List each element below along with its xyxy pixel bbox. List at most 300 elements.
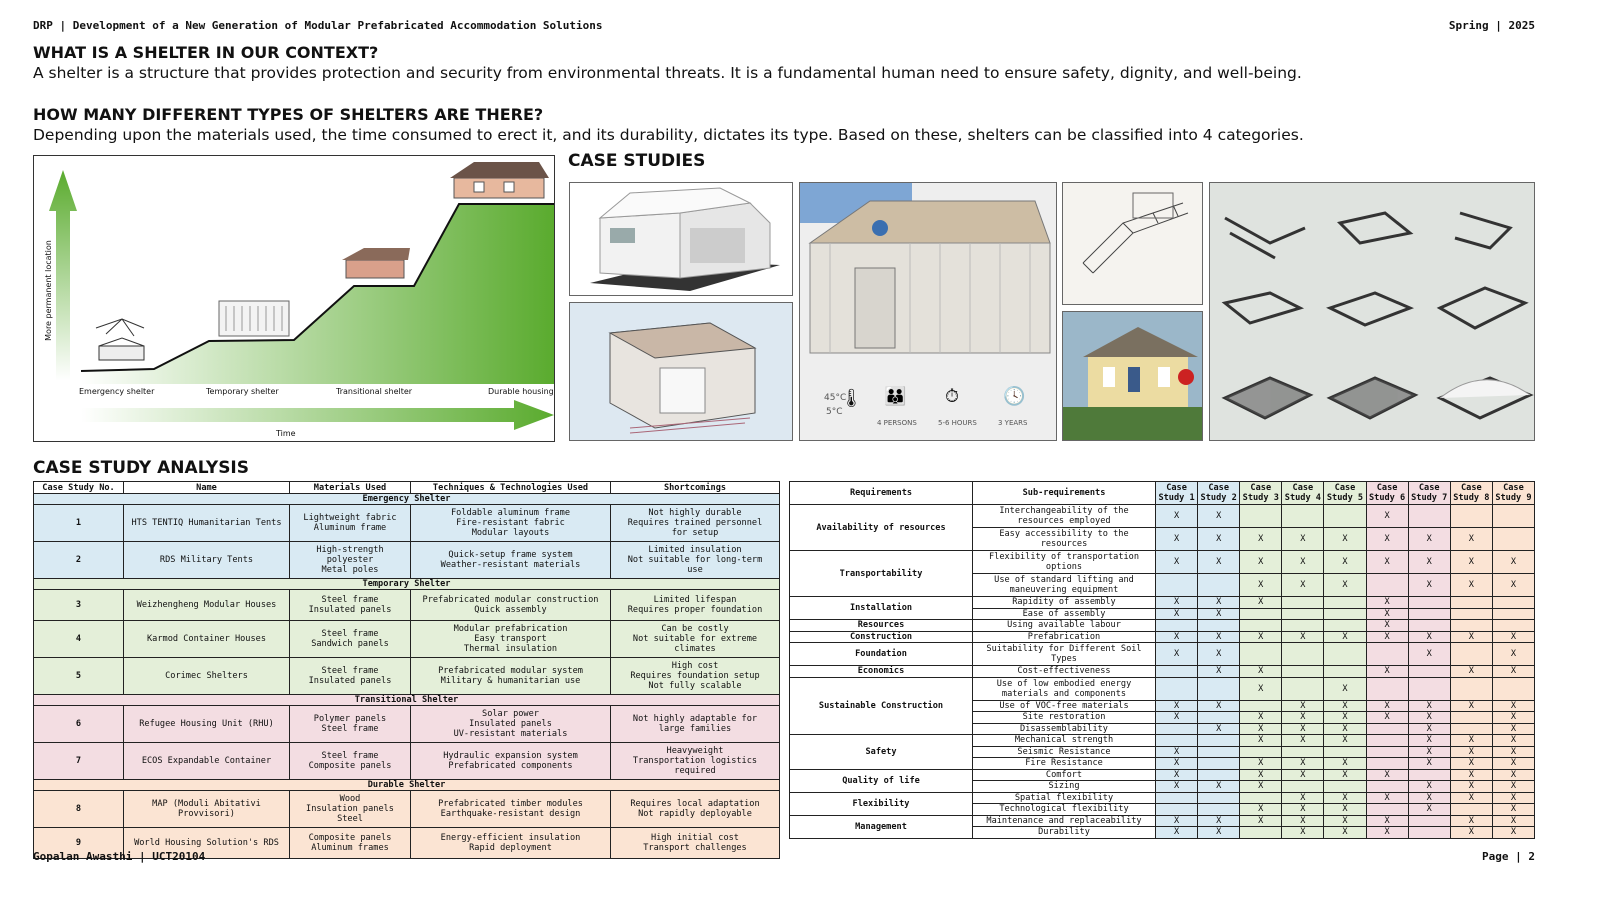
case-shortcomings: Not highly adaptable for large families [611, 706, 780, 743]
case-no: 7 [34, 743, 124, 780]
match-cell [1450, 620, 1492, 632]
match-cell [1324, 666, 1366, 678]
case-no: 8 [34, 791, 124, 828]
requirements-matrix [789, 481, 1535, 839]
match-cell: X [1492, 792, 1534, 804]
section-header: Emergency Shelter [34, 494, 780, 505]
match-cell: X [1492, 781, 1534, 793]
match-cell [1324, 620, 1366, 632]
match-cell: X [1156, 712, 1198, 724]
col-case-study-9: Case Study 9 [1492, 482, 1534, 505]
subrequirement-cell: Disassemblability [973, 723, 1156, 735]
matrix-row [790, 620, 1535, 632]
match-cell: X [1324, 551, 1366, 574]
case-shortcomings: Heavyweight Transportation logistics required [611, 743, 780, 780]
case-shortcomings: Can be costly Not suitable for extreme climates [611, 621, 780, 658]
match-cell [1408, 620, 1450, 632]
section-header: Temporary Shelter [34, 579, 780, 590]
subrequirement-cell: Comfort [973, 769, 1156, 781]
matrix-row [790, 792, 1535, 804]
match-cell: X [1408, 723, 1450, 735]
col-case-study-6: Case Study 6 [1366, 482, 1408, 505]
match-cell [1324, 597, 1366, 609]
match-cell: X [1156, 631, 1198, 643]
match-cell: X [1408, 758, 1450, 770]
case-image-durable-house [1062, 311, 1203, 441]
case-techniques: Modular prefabrication Easy transport Thermal insulation [411, 621, 611, 658]
match-cell: X [1450, 735, 1492, 747]
match-cell [1156, 735, 1198, 747]
match-cell [1198, 677, 1240, 700]
section-header: Transitional Shelter [34, 695, 780, 706]
requirement-cell: Quality of life [790, 769, 973, 792]
case-shortcomings: High cost Requires foundation setup Not fully scalable [611, 658, 780, 695]
match-cell: X [1450, 827, 1492, 839]
temp-low-label: 5°C [826, 407, 843, 417]
match-cell: X [1366, 528, 1408, 551]
case-name: RDS Military Tents [124, 542, 290, 579]
match-cell: X [1324, 700, 1366, 712]
match-cell: X [1492, 827, 1534, 839]
matrix-row [790, 769, 1535, 781]
match-cell: X [1156, 700, 1198, 712]
subrequirement-cell: Use of VOC-free materials [973, 700, 1156, 712]
match-cell: X [1408, 700, 1450, 712]
transitional-shelter-icon [342, 248, 410, 278]
match-cell [1408, 769, 1450, 781]
case-materials: High-strength polyester Metal poles [290, 542, 411, 579]
match-cell: X [1156, 505, 1198, 528]
match-cell: X [1198, 597, 1240, 609]
table-row [34, 542, 780, 579]
case-name: Weizhengheng Modular Houses [124, 590, 290, 621]
match-cell: X [1282, 574, 1324, 597]
case-materials: Steel frame Insulated panels [290, 658, 411, 695]
q2-title: HOW MANY DIFFERENT TYPES OF SHELTERS ARE THERE? [33, 105, 544, 124]
match-cell [1240, 700, 1282, 712]
match-cell [1240, 505, 1282, 528]
match-cell: X [1198, 666, 1240, 678]
match-cell: X [1324, 769, 1366, 781]
requirement-cell: Transportability [790, 551, 973, 597]
match-cell: X [1366, 712, 1408, 724]
stage-emergency: Emergency shelter [79, 387, 155, 396]
table-row [34, 590, 780, 621]
match-cell [1450, 608, 1492, 620]
match-cell [1408, 827, 1450, 839]
match-cell: X [1408, 735, 1450, 747]
case-image-modular-grid [1209, 182, 1535, 441]
match-cell: X [1366, 815, 1408, 827]
case-name: Refugee Housing Unit (RHU) [124, 706, 290, 743]
match-cell [1450, 804, 1492, 816]
match-cell [1156, 620, 1198, 632]
match-cell: X [1450, 574, 1492, 597]
subrequirement-cell: Using available labour [973, 620, 1156, 632]
case-name: MAP (Moduli Abitativi Provvisori) [124, 791, 290, 828]
match-cell [1240, 643, 1282, 666]
match-cell: X [1198, 551, 1240, 574]
q1-title: WHAT IS A SHELTER IN OUR CONTEXT? [33, 43, 379, 62]
match-cell: X [1240, 528, 1282, 551]
match-cell: X [1156, 827, 1198, 839]
case-image-container-unit [569, 182, 793, 296]
table-row [34, 505, 780, 542]
match-cell [1324, 608, 1366, 620]
match-cell [1450, 712, 1492, 724]
match-cell [1156, 666, 1198, 678]
col-case-study-5: Case Study 5 [1324, 482, 1366, 505]
table-row [34, 658, 780, 695]
q2-text: Depending upon the materials used, the time consumed to erect it, and its durability, dictates its type. Based on these, shelters can be classified into 4 categories. [33, 126, 1304, 144]
case-shortcomings: Requires local adaptation Not rapidly deployable [611, 791, 780, 828]
match-cell: X [1366, 631, 1408, 643]
matrix-row [790, 815, 1535, 827]
q1-text: A shelter is a structure that provides protection and security from environmental threats. It is a fundamental human need to ensure safety, dignity, and well-being. [33, 64, 1302, 82]
case-name: World Housing Solution's RDS [124, 828, 290, 859]
match-cell: X [1492, 804, 1534, 816]
match-cell: X [1198, 827, 1240, 839]
match-cell: X [1366, 827, 1408, 839]
shelter-types-diagram [33, 155, 555, 442]
match-cell: X [1282, 769, 1324, 781]
emergency-shelter-icon [96, 319, 144, 360]
match-cell [1198, 792, 1240, 804]
match-cell: X [1366, 620, 1408, 632]
matrix-row [790, 505, 1535, 528]
case-techniques: Solar power Insulated panels UV-resistant materials [411, 706, 611, 743]
case-no: 1 [34, 505, 124, 542]
subrequirement-cell: Ease of assembly [973, 608, 1156, 620]
match-cell: X [1198, 505, 1240, 528]
requirement-cell: Management [790, 815, 973, 838]
match-cell: X [1450, 631, 1492, 643]
match-cell: X [1282, 631, 1324, 643]
case-no: 4 [34, 621, 124, 658]
temporary-shelter-icon [219, 301, 289, 336]
stage-temporary: Temporary shelter [206, 387, 279, 396]
match-cell [1240, 608, 1282, 620]
hours-label: 5-6 HOURS [938, 419, 977, 427]
subrequirement-cell: Interchangeability of the resources employed [973, 505, 1156, 528]
match-cell: X [1282, 735, 1324, 747]
subrequirement-cell: Seismic Resistance [973, 746, 1156, 758]
table-row [34, 791, 780, 828]
match-cell: X [1450, 528, 1492, 551]
temp-high-label: 45°C [824, 393, 847, 403]
x-axis-label: Time [276, 429, 296, 438]
match-cell [1408, 677, 1450, 700]
match-cell [1366, 804, 1408, 816]
subrequirement-cell: Use of standard lifting and maneuvering equipment [973, 574, 1156, 597]
case-techniques: Prefabricated modular system Military & humanitarian use [411, 658, 611, 695]
match-cell: X [1492, 735, 1534, 747]
match-cell [1324, 505, 1366, 528]
subrequirement-cell: Technological flexibility [973, 804, 1156, 816]
case-name: HTS TENTIQ Humanitarian Tents [124, 505, 290, 542]
case-name: Karmod Container Houses [124, 621, 290, 658]
match-cell [1282, 620, 1324, 632]
match-cell: X [1282, 758, 1324, 770]
match-cell: X [1240, 735, 1282, 747]
match-cell: X [1198, 815, 1240, 827]
match-cell: X [1408, 574, 1450, 597]
requirement-cell: Sustainable Construction [790, 677, 973, 735]
match-cell [1198, 746, 1240, 758]
case-materials: Wood Insulation panels Steel [290, 791, 411, 828]
match-cell [1156, 723, 1198, 735]
subrequirement-cell: Spatial flexibility [973, 792, 1156, 804]
match-cell: X [1156, 815, 1198, 827]
case-no: 6 [34, 706, 124, 743]
header-term: Spring | 2025 [1448, 19, 1535, 32]
subrequirement-cell: Maintenance and replaceability [973, 815, 1156, 827]
col-no: Case Study No. [34, 482, 124, 494]
match-cell: X [1450, 700, 1492, 712]
match-cell: X [1324, 723, 1366, 735]
match-cell: X [1198, 528, 1240, 551]
subrequirement-cell: Cost-effectiveness [973, 666, 1156, 678]
match-cell: X [1156, 608, 1198, 620]
col-case-study-7: Case Study 7 [1408, 482, 1450, 505]
match-cell: X [1366, 792, 1408, 804]
match-cell: X [1450, 746, 1492, 758]
match-cell: X [1492, 631, 1534, 643]
requirement-cell: Economics [790, 666, 973, 678]
match-cell: X [1450, 758, 1492, 770]
matrix-row [790, 551, 1535, 574]
match-cell: X [1492, 746, 1534, 758]
match-cell: X [1282, 815, 1324, 827]
match-cell: X [1282, 792, 1324, 804]
match-cell: X [1240, 723, 1282, 735]
match-cell [1282, 781, 1324, 793]
match-cell: X [1282, 827, 1324, 839]
match-cell: X [1156, 597, 1198, 609]
analysis-title: CASE STUDY ANALYSIS [33, 458, 250, 478]
case-shortcomings: Limited insulation Not suitable for long-term use [611, 542, 780, 579]
match-cell: X [1156, 746, 1198, 758]
stage-transitional: Transitional shelter [336, 387, 413, 396]
case-shortcomings: Limited lifespan Requires proper foundation [611, 590, 780, 621]
match-cell: X [1240, 769, 1282, 781]
match-cell: X [1492, 723, 1534, 735]
col-requirements: Requirements [790, 482, 973, 505]
y-axis-label: More permanent location [43, 240, 53, 341]
match-cell: X [1156, 528, 1198, 551]
case-no: 2 [34, 542, 124, 579]
match-cell: X [1324, 804, 1366, 816]
match-cell [1450, 677, 1492, 700]
match-cell: X [1450, 666, 1492, 678]
matrix-row [790, 677, 1535, 700]
match-cell [1492, 677, 1534, 700]
table-row [34, 621, 780, 658]
subrequirement-cell: Sizing [973, 781, 1156, 793]
match-cell [1282, 643, 1324, 666]
matrix-row [790, 666, 1535, 678]
match-cell: X [1408, 528, 1450, 551]
case-materials: Steel frame Composite panels [290, 743, 411, 780]
match-cell: X [1282, 712, 1324, 724]
case-materials: Steel frame Insulated panels [290, 590, 411, 621]
requirement-cell: Availability of resources [790, 505, 973, 551]
requirement-cell: Resources [790, 620, 973, 632]
match-cell [1198, 735, 1240, 747]
match-cell: X [1366, 608, 1408, 620]
match-cell [1198, 620, 1240, 632]
match-cell [1282, 677, 1324, 700]
case-studies-title: CASE STUDIES [568, 151, 706, 171]
match-cell [1282, 597, 1324, 609]
case-materials: Composite panels Aluminum frames [290, 828, 411, 859]
durable-housing-icon [450, 162, 549, 198]
col-case-study-1: Case Study 1 [1156, 482, 1198, 505]
matrix-row [790, 631, 1535, 643]
match-cell [1450, 597, 1492, 609]
match-cell [1324, 746, 1366, 758]
thermometer-icon: 🌡 [840, 388, 863, 409]
match-cell: X [1240, 781, 1282, 793]
match-cell [1450, 723, 1492, 735]
match-cell: X [1492, 712, 1534, 724]
match-cell: X [1324, 574, 1366, 597]
match-cell: X [1450, 815, 1492, 827]
requirement-cell: Flexibility [790, 792, 973, 815]
match-cell: X [1366, 700, 1408, 712]
match-cell: X [1240, 551, 1282, 574]
persons-label: 4 PERSONS [877, 419, 917, 427]
col-shortcomings: Shortcomings [611, 482, 780, 494]
match-cell: X [1492, 758, 1534, 770]
match-cell: X [1282, 528, 1324, 551]
stage-durable: Durable housing [488, 387, 554, 396]
case-study-table [33, 481, 780, 859]
match-cell [1450, 643, 1492, 666]
match-cell [1198, 769, 1240, 781]
match-cell: X [1450, 792, 1492, 804]
match-cell [1156, 677, 1198, 700]
match-cell [1408, 815, 1450, 827]
match-cell [1492, 620, 1534, 632]
match-cell: X [1324, 528, 1366, 551]
header-title: DRP | Development of a New Generation of Modular Prefabricated Accommodation Solutions [33, 19, 603, 32]
stopwatch-icon: ⏱ [945, 386, 960, 407]
match-cell [1282, 505, 1324, 528]
permanence-area [81, 204, 554, 384]
match-cell: X [1366, 666, 1408, 678]
match-cell [1408, 608, 1450, 620]
up-arrow [49, 170, 77, 381]
match-cell: X [1366, 597, 1408, 609]
match-cell: X [1156, 758, 1198, 770]
match-cell: X [1198, 723, 1240, 735]
match-cell [1366, 735, 1408, 747]
match-cell: X [1366, 769, 1408, 781]
table-row [34, 706, 780, 743]
match-cell [1366, 574, 1408, 597]
footer-author: Gopalan Awasthi | UCT20104 [33, 850, 206, 863]
match-cell: X [1198, 631, 1240, 643]
case-no: 9 [34, 828, 124, 859]
case-no: 5 [34, 658, 124, 695]
match-cell [1240, 746, 1282, 758]
case-shortcomings: High initial cost Transport challenges [611, 828, 780, 859]
match-cell: X [1156, 643, 1198, 666]
match-cell: X [1408, 792, 1450, 804]
match-cell: X [1198, 608, 1240, 620]
match-cell [1156, 574, 1198, 597]
subrequirement-cell: Mechanical strength [973, 735, 1156, 747]
case-techniques: Foldable aluminum frame Fire-resistant fabric Modular layouts [411, 505, 611, 542]
match-cell: X [1240, 815, 1282, 827]
col-case-study-2: Case Study 2 [1198, 482, 1240, 505]
match-cell: X [1240, 597, 1282, 609]
match-cell [1366, 643, 1408, 666]
match-cell [1282, 746, 1324, 758]
case-image-container-exploded [569, 302, 793, 441]
case-materials: Polymer panels Steel frame [290, 706, 411, 743]
match-cell: X [1324, 631, 1366, 643]
match-cell: X [1408, 746, 1450, 758]
col-techniques: Techniques & Technologies Used [411, 482, 611, 494]
match-cell [1408, 597, 1450, 609]
match-cell: X [1450, 781, 1492, 793]
match-cell: X [1408, 551, 1450, 574]
footer-page: Page | 2 [1482, 850, 1535, 863]
col-name: Name [124, 482, 290, 494]
match-cell [1366, 723, 1408, 735]
persons-icon: 👪 [884, 386, 907, 407]
match-cell [1198, 758, 1240, 770]
case-materials: Lightweight fabric Aluminum frame [290, 505, 411, 542]
case-name: ECOS Expandable Container [124, 743, 290, 780]
match-cell: X [1282, 723, 1324, 735]
match-cell: X [1198, 700, 1240, 712]
requirement-cell: Foundation [790, 643, 973, 666]
requirement-cell: Installation [790, 597, 973, 620]
subrequirement-cell: Suitability for Different Soil Types [973, 643, 1156, 666]
case-name: Corimec Shelters [124, 658, 290, 695]
subrequirement-cell: Site restoration [973, 712, 1156, 724]
case-techniques: Energy-efficient insulation Rapid deployment [411, 828, 611, 859]
subrequirement-cell: Rapidity of assembly [973, 597, 1156, 609]
section-header: Durable Shelter [34, 780, 780, 791]
case-image-rds-frame [1062, 182, 1203, 305]
case-techniques: Prefabricated timber modules Earthquake-resistant design [411, 791, 611, 828]
case-techniques: Quick-setup frame system Weather-resistant materials [411, 542, 611, 579]
years-label: 3 YEARS [998, 419, 1028, 427]
match-cell [1492, 608, 1534, 620]
match-cell [1198, 804, 1240, 816]
match-cell: X [1408, 804, 1450, 816]
match-cell [1366, 758, 1408, 770]
matrix-row [790, 597, 1535, 609]
match-cell [1240, 792, 1282, 804]
col-case-study-8: Case Study 8 [1450, 482, 1492, 505]
clock-icon: 🕓 [1003, 386, 1026, 407]
match-cell: X [1492, 700, 1534, 712]
match-cell: X [1240, 712, 1282, 724]
match-cell: X [1408, 631, 1450, 643]
match-cell: X [1450, 551, 1492, 574]
match-cell: X [1156, 551, 1198, 574]
match-cell: X [1492, 551, 1534, 574]
case-no: 3 [34, 590, 124, 621]
match-cell [1282, 608, 1324, 620]
match-cell: X [1492, 769, 1534, 781]
subrequirement-cell: Prefabrication [973, 631, 1156, 643]
